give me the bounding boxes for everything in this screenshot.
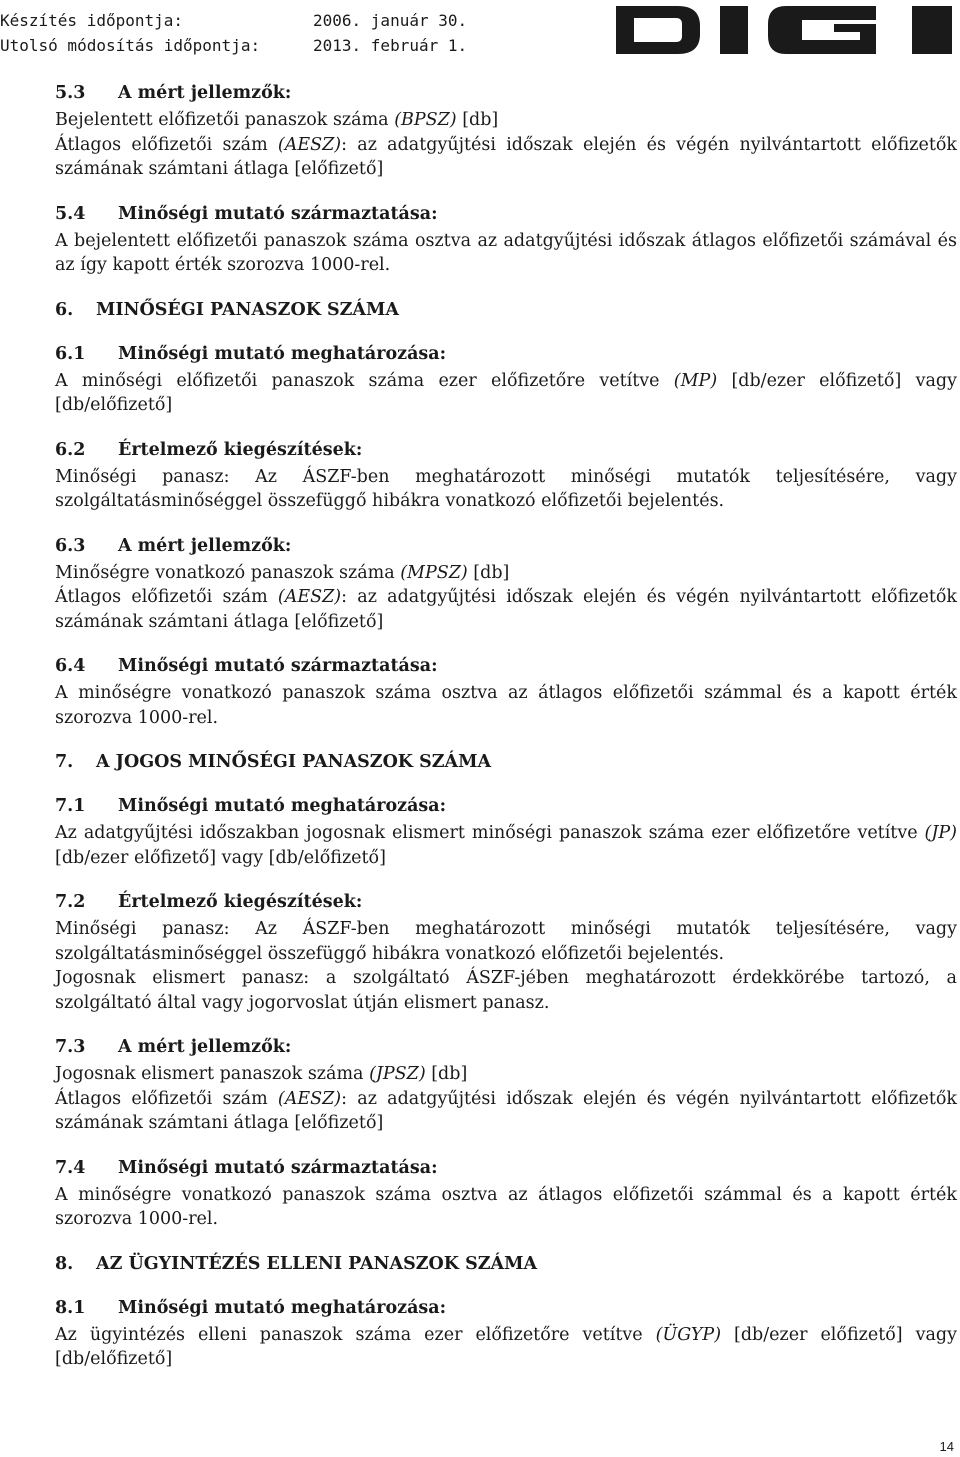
section-heading: 7.4 Minőségi mutató származtatása: — [55, 1157, 438, 1178]
section-8-1 — [55, 1296, 957, 1372]
section-6-3 — [55, 534, 957, 635]
section-7-1 — [55, 794, 957, 870]
section-7-4 — [55, 1156, 957, 1232]
section-6-4 — [55, 654, 957, 730]
section-heading: 6.2 Értelmező kiegészítések: — [55, 439, 363, 460]
section-6-2 — [55, 438, 957, 514]
section-heading: 6.1 Minőségi mutató meghatározása: — [55, 343, 447, 364]
paragraph: Az ügyintézés elleni panaszok száma ezer előfizetőre vetítve (ÜGYP) [db/ezer előfizető] vagy [db/előfizető] — [55, 1324, 957, 1369]
chapter-heading-6: 6. MINŐSÉGI PANASZOK SZÁMA — [55, 299, 399, 320]
section-heading: 6.4 Minőségi mutató származtatása: — [55, 656, 438, 676]
document-body — [55, 81, 957, 1392]
section-heading: 7.2 Értelmező kiegészítések: — [55, 892, 363, 912]
paragraph: Átlagos előfizetői szám (AESZ): az adatgyűjtési időszak elején és végén nyilvántartott előfizetők számának számtani átlaga [előfizető] — [55, 587, 957, 632]
paragraph: A minőségre vonatkozó panaszok száma osztva az átlagos előfizetői számmal és a kapott érték szorozva 1000-rel. — [55, 683, 957, 728]
section-6-1 — [55, 342, 957, 418]
paragraph: A minőségre vonatkozó panaszok száma osztva az átlagos előfizetői számmal és a kapott érték szorozva 1000-rel. — [55, 1184, 957, 1229]
section-7-2 — [55, 890, 957, 1015]
paragraph: Átlagos előfizetői szám (AESZ): az adatgyűjtési időszak elején és végén nyilvántartott előfizetők számának számtani átlaga [előfizető] — [55, 1088, 957, 1133]
section-5-3 — [55, 81, 957, 182]
paragraph: Minőségre vonatkozó panaszok száma (MPSZ) [db] — [55, 562, 510, 583]
paragraph: Minőségi panasz: Az ÁSZF-ben meghatározott minőségi mutatók teljesítésére, vagy szolgáltatásminőséggel összefüggő hibákra vonatkozó előfizetői bejelentés. — [55, 919, 957, 964]
section-heading: 6.3 A mért jellemzők: — [55, 535, 292, 556]
paragraph: Jogosnak elismert panasz: a szolgáltató ÁSZF-jében meghatározott érdekkörébe tartozó, a szolgáltató által vagy jogorvoslat útján elismert panasz. — [55, 968, 957, 1013]
created-value: 2006. január 30. — [313, 10, 468, 30]
section-heading: 8.1 Minőségi mutató meghatározása: — [55, 1297, 447, 1318]
section-heading: 7.3 A mért jellemzők: — [55, 1037, 292, 1057]
created-label: Készítés időpontja: — [0, 10, 184, 30]
paragraph: Az adatgyűjtési időszakban jogosnak elismert minőségi panaszok száma ezer előfizetőre vetítve (JP) [db/ezer előfizető] vagy [db/előfizető] — [55, 823, 957, 868]
section-5-4 — [55, 202, 957, 278]
section-heading: 5.3 A mért jellemzők: — [55, 83, 292, 103]
chapter-heading-8: 8. AZ ÜGYINTÉZÉS ELLENI PANASZOK SZÁMA — [55, 1253, 538, 1274]
document-header — [0, 0, 960, 62]
paragraph: Átlagos előfizetői szám (AESZ): az adatgyűjtési időszak elején és végén nyilvántartott előfizetők számának számtani átlaga [előfizető] — [55, 134, 957, 179]
digi-logo — [616, 4, 956, 56]
modified-value: 2013. február 1. — [313, 35, 468, 55]
section-7-3 — [55, 1035, 957, 1136]
paragraph: A bejelentett előfizetői panaszok száma osztva az adatgyűjtési időszak átlagos előfizetői számával és az így kapott érték szorozva 1000-rel. — [55, 230, 957, 275]
paragraph: Bejelentett előfizetői panaszok száma (BPSZ) [db] — [55, 110, 499, 130]
section-heading: 7.1 Minőségi mutató meghatározása: — [55, 796, 447, 816]
paragraph: Minőségi panasz: Az ÁSZF-ben meghatározott minőségi mutatók teljesítésére, vagy szolgáltatásminőséggel összefüggő hibákra vonatkozó előfizetői bejelentés. — [55, 466, 957, 511]
chapter-heading-7: 7. A JOGOS MINŐSÉGI PANASZOK SZÁMA — [55, 752, 492, 772]
section-heading: 5.4 Minőségi mutató származtatása: — [55, 203, 438, 224]
paragraph: A minőségi előfizetői panaszok száma ezer előfizetőre vetítve (MP) [db/ezer előfizető] vagy [db/előfizető] — [55, 370, 957, 415]
modified-label: Utolsó módosítás időpontja: — [0, 35, 261, 55]
page-number: 14 — [939, 1439, 954, 1454]
paragraph: Jogosnak elismert panaszok száma (JPSZ) [db] — [55, 1064, 468, 1084]
